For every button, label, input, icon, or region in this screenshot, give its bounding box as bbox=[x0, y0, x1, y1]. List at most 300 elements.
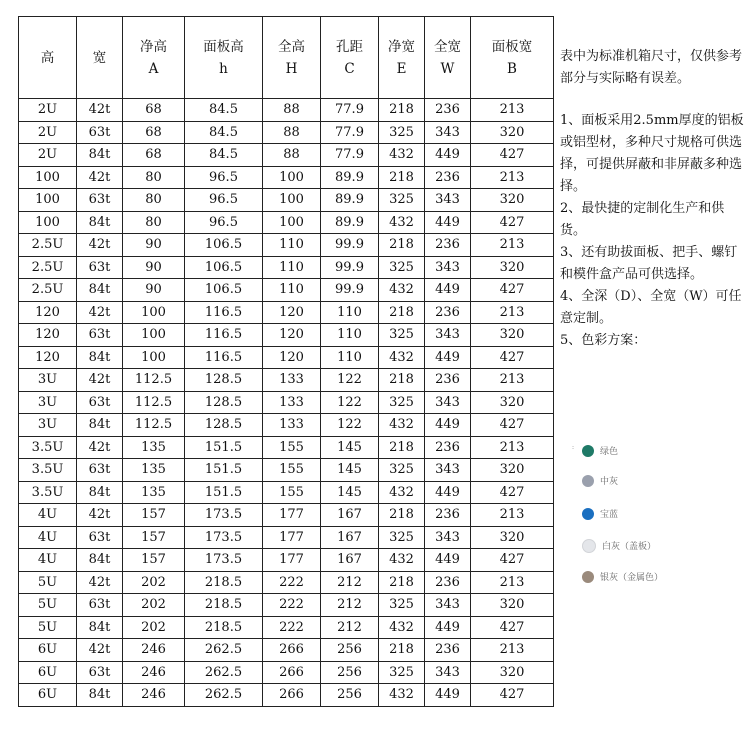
table-cell: 100 bbox=[263, 166, 321, 189]
table-cell: 432 bbox=[379, 616, 425, 639]
table-row bbox=[19, 504, 554, 527]
table-cell: 3.5U bbox=[19, 459, 77, 482]
table-cell: 133 bbox=[263, 414, 321, 437]
table-cell: 42t bbox=[77, 639, 123, 662]
table-cell: 88 bbox=[263, 121, 321, 144]
table-cell: 42t bbox=[77, 504, 123, 527]
table-cell: 213 bbox=[471, 436, 554, 459]
table-cell: 100 bbox=[19, 211, 77, 234]
table-cell: 157 bbox=[123, 504, 185, 527]
table-cell: 222 bbox=[263, 571, 321, 594]
table-cell: 63t bbox=[77, 594, 123, 617]
color-palette bbox=[562, 432, 682, 592]
table-cell: 112.5 bbox=[123, 414, 185, 437]
table-cell: 157 bbox=[123, 526, 185, 549]
table-cell: 120 bbox=[19, 301, 77, 324]
table-cell: 177 bbox=[263, 549, 321, 572]
table-cell: 3.5U bbox=[19, 481, 77, 504]
table-cell: 427 bbox=[471, 616, 554, 639]
table-cell: 449 bbox=[425, 211, 471, 234]
table-cell: 449 bbox=[425, 346, 471, 369]
table-cell: 3U bbox=[19, 369, 77, 392]
table-cell: 63t bbox=[77, 256, 123, 279]
table-cell: 151.5 bbox=[185, 436, 263, 459]
table-cell: 68 bbox=[123, 121, 185, 144]
table-cell: 343 bbox=[425, 256, 471, 279]
table-cell: 320 bbox=[471, 391, 554, 414]
table-cell: 100 bbox=[123, 324, 185, 347]
table-cell: 325 bbox=[379, 594, 425, 617]
table-cell: 77.9 bbox=[321, 121, 379, 144]
table-row bbox=[19, 211, 554, 234]
table-cell: 135 bbox=[123, 459, 185, 482]
table-cell: 99.9 bbox=[321, 279, 379, 302]
table-cell: 99.9 bbox=[321, 256, 379, 279]
table-cell: 449 bbox=[425, 279, 471, 302]
table-cell: 77.9 bbox=[321, 144, 379, 167]
table-cell: 236 bbox=[425, 99, 471, 122]
column-header bbox=[379, 17, 425, 99]
table-cell: 96.5 bbox=[185, 189, 263, 212]
table-cell: 218 bbox=[379, 639, 425, 662]
table-cell: 120 bbox=[19, 324, 77, 347]
column-header-label: 面板宽 bbox=[491, 38, 533, 55]
table-cell: 84t bbox=[77, 616, 123, 639]
table-cell: 432 bbox=[379, 279, 425, 302]
table-cell: 325 bbox=[379, 324, 425, 347]
table-cell: 42t bbox=[77, 99, 123, 122]
table-cell: 84t bbox=[77, 414, 123, 437]
table-row bbox=[19, 189, 554, 212]
table-cell: 449 bbox=[425, 481, 471, 504]
note-item-4: 4、全深（D）、全宽（W）可任意定制。 bbox=[560, 289, 742, 326]
table-cell: 218 bbox=[379, 571, 425, 594]
table-row bbox=[19, 639, 554, 662]
table-cell: 427 bbox=[471, 144, 554, 167]
table-cell: 343 bbox=[425, 391, 471, 414]
table-cell: 427 bbox=[471, 549, 554, 572]
table-cell: 120 bbox=[263, 301, 321, 324]
column-header bbox=[263, 17, 321, 99]
swatch-silver-gray bbox=[582, 566, 692, 584]
table-cell: 343 bbox=[425, 189, 471, 212]
column-header-label: 面板高 bbox=[203, 38, 244, 55]
table-cell: 151.5 bbox=[185, 481, 263, 504]
table-cell: 320 bbox=[471, 594, 554, 617]
column-header-symbol: H bbox=[285, 60, 298, 77]
table-cell: 63t bbox=[77, 391, 123, 414]
table-cell: 100 bbox=[19, 166, 77, 189]
table-cell: 63t bbox=[77, 324, 123, 347]
table-row bbox=[19, 616, 554, 639]
table-cell: 2U bbox=[19, 121, 77, 144]
table-cell: 100 bbox=[19, 189, 77, 212]
table-cell: 236 bbox=[425, 234, 471, 257]
table-row bbox=[19, 594, 554, 617]
table-cell: 3U bbox=[19, 414, 77, 437]
table-cell: 155 bbox=[263, 436, 321, 459]
table-cell: 3.5U bbox=[19, 436, 77, 459]
column-header bbox=[425, 17, 471, 99]
column-header-symbol: E bbox=[396, 60, 407, 77]
table-cell: 133 bbox=[263, 391, 321, 414]
table-cell: 325 bbox=[379, 391, 425, 414]
swatch-label: 宝蓝 bbox=[600, 510, 619, 520]
table-cell: 449 bbox=[425, 549, 471, 572]
table-cell: 68 bbox=[123, 99, 185, 122]
table-cell: 84.5 bbox=[185, 144, 263, 167]
table-cell: 177 bbox=[263, 526, 321, 549]
table-cell: 84.5 bbox=[185, 121, 263, 144]
table-cell: 449 bbox=[425, 616, 471, 639]
table-cell: 84t bbox=[77, 279, 123, 302]
table-cell: 218 bbox=[379, 504, 425, 527]
table-cell: 110 bbox=[321, 346, 379, 369]
table-cell: 106.5 bbox=[185, 234, 263, 257]
table-cell: 116.5 bbox=[185, 346, 263, 369]
column-header-symbol: B bbox=[507, 60, 517, 77]
table-cell: 427 bbox=[471, 684, 554, 707]
table-cell: 84t bbox=[77, 549, 123, 572]
table-cell: 42t bbox=[77, 369, 123, 392]
table-cell: 325 bbox=[379, 526, 425, 549]
table-cell: 110 bbox=[263, 256, 321, 279]
table-cell: 449 bbox=[425, 684, 471, 707]
table-cell: 4U bbox=[19, 549, 77, 572]
table-cell: 120 bbox=[263, 346, 321, 369]
column-header bbox=[19, 17, 77, 99]
column-header-symbol: h bbox=[219, 60, 228, 77]
column-header-label: 全宽 bbox=[434, 38, 461, 55]
table-cell: 246 bbox=[123, 639, 185, 662]
palette-marker: : bbox=[572, 444, 575, 451]
table-cell: 68 bbox=[123, 144, 185, 167]
table-cell: 213 bbox=[471, 99, 554, 122]
table-row bbox=[19, 301, 554, 324]
table-cell: 212 bbox=[321, 616, 379, 639]
color-dot-icon bbox=[582, 508, 594, 520]
table-row bbox=[19, 459, 554, 482]
column-header-label: 净宽 bbox=[388, 38, 415, 55]
table-cell: 218 bbox=[379, 166, 425, 189]
table-cell: 122 bbox=[321, 414, 379, 437]
color-dot-icon bbox=[582, 571, 594, 583]
table-cell: 325 bbox=[379, 256, 425, 279]
notes-intro: 表中为标准机箱尺寸，仅供参考部分与实际略有误差。 bbox=[560, 49, 743, 86]
table-cell: 167 bbox=[321, 549, 379, 572]
table-cell: 42t bbox=[77, 234, 123, 257]
table-cell: 120 bbox=[19, 346, 77, 369]
swatch-green bbox=[582, 440, 692, 458]
column-header bbox=[77, 17, 123, 99]
table-cell: 325 bbox=[379, 459, 425, 482]
table-row bbox=[19, 234, 554, 257]
table-cell: 320 bbox=[471, 189, 554, 212]
table-cell: 173.5 bbox=[185, 526, 263, 549]
table-cell: 427 bbox=[471, 211, 554, 234]
table-cell: 63t bbox=[77, 661, 123, 684]
table-cell: 112.5 bbox=[123, 391, 185, 414]
table-cell: 262.5 bbox=[185, 661, 263, 684]
table-cell: 106.5 bbox=[185, 256, 263, 279]
table-cell: 213 bbox=[471, 369, 554, 392]
table-cell: 80 bbox=[123, 189, 185, 212]
table-cell: 343 bbox=[425, 459, 471, 482]
table-cell: 325 bbox=[379, 661, 425, 684]
table-cell: 432 bbox=[379, 481, 425, 504]
table-cell: 90 bbox=[123, 279, 185, 302]
table-cell: 167 bbox=[321, 526, 379, 549]
table-cell: 128.5 bbox=[185, 369, 263, 392]
table-cell: 110 bbox=[321, 324, 379, 347]
table-cell: 343 bbox=[425, 661, 471, 684]
table-cell: 449 bbox=[425, 414, 471, 437]
table-row bbox=[19, 414, 554, 437]
table-row bbox=[19, 481, 554, 504]
table-cell: 213 bbox=[471, 639, 554, 662]
table-cell: 84t bbox=[77, 144, 123, 167]
column-header-label: 全高 bbox=[278, 38, 305, 55]
table-cell: 63t bbox=[77, 121, 123, 144]
table-cell: 155 bbox=[263, 459, 321, 482]
table-cell: 89.9 bbox=[321, 189, 379, 212]
column-header-symbol: W bbox=[440, 60, 455, 77]
table-row bbox=[19, 684, 554, 707]
table-cell: 89.9 bbox=[321, 166, 379, 189]
table-cell: 155 bbox=[263, 481, 321, 504]
table-cell: 135 bbox=[123, 436, 185, 459]
table-cell: 90 bbox=[123, 256, 185, 279]
table-cell: 145 bbox=[321, 459, 379, 482]
note-item-5: 5、色彩方案： bbox=[560, 333, 647, 348]
table-cell: 80 bbox=[123, 211, 185, 234]
table-cell: 432 bbox=[379, 211, 425, 234]
column-header-label: 孔距 bbox=[336, 38, 363, 55]
table-cell: 173.5 bbox=[185, 549, 263, 572]
table-cell: 84t bbox=[77, 211, 123, 234]
swatch-label: 白灰（盖板） bbox=[602, 542, 657, 552]
color-dot-icon bbox=[582, 475, 594, 487]
table-cell: 262.5 bbox=[185, 684, 263, 707]
table-row bbox=[19, 526, 554, 549]
table-cell: 427 bbox=[471, 346, 554, 369]
table-cell: 213 bbox=[471, 301, 554, 324]
table-cell: 236 bbox=[425, 504, 471, 527]
table-cell: 427 bbox=[471, 481, 554, 504]
table-cell: 325 bbox=[379, 189, 425, 212]
notes-panel bbox=[560, 46, 750, 352]
table-cell: 4U bbox=[19, 526, 77, 549]
table-cell: 122 bbox=[321, 391, 379, 414]
table-cell: 2.5U bbox=[19, 279, 77, 302]
table-cell: 5U bbox=[19, 571, 77, 594]
table-cell: 256 bbox=[321, 684, 379, 707]
table-row bbox=[19, 166, 554, 189]
column-header bbox=[123, 17, 185, 99]
table-cell: 6U bbox=[19, 661, 77, 684]
swatch-royal-blue bbox=[582, 503, 692, 521]
table-cell: 63t bbox=[77, 459, 123, 482]
table-cell: 99.9 bbox=[321, 234, 379, 257]
swatch-label: 银灰（金属色） bbox=[600, 573, 664, 583]
table-cell: 3U bbox=[19, 391, 77, 414]
table-cell: 96.5 bbox=[185, 211, 263, 234]
table-row bbox=[19, 346, 554, 369]
swatch-label: 绿色 bbox=[600, 447, 619, 457]
table-row bbox=[19, 279, 554, 302]
table-cell: 320 bbox=[471, 256, 554, 279]
table-cell: 427 bbox=[471, 279, 554, 302]
table-cell: 167 bbox=[321, 504, 379, 527]
note-item-1: 1、面板采用2.5mm厚度的铝板或铝型材，多种尺寸规格可供选择，可提供屏蔽和非屏蔽多种选择。 bbox=[560, 113, 744, 194]
column-header bbox=[185, 17, 263, 99]
table-cell: 42t bbox=[77, 436, 123, 459]
table-cell: 236 bbox=[425, 301, 471, 324]
table-cell: 218 bbox=[379, 301, 425, 324]
note-item-2: 2、最快捷的定制化生产和供货。 bbox=[560, 201, 725, 238]
table-cell: 77.9 bbox=[321, 99, 379, 122]
table-cell: 266 bbox=[263, 661, 321, 684]
table-cell: 100 bbox=[123, 346, 185, 369]
table-row bbox=[19, 369, 554, 392]
column-header-symbol: C bbox=[344, 60, 355, 77]
table-cell: 100 bbox=[263, 189, 321, 212]
table-cell: 432 bbox=[379, 144, 425, 167]
table-cell: 135 bbox=[123, 481, 185, 504]
table-cell: 427 bbox=[471, 414, 554, 437]
table-cell: 96.5 bbox=[185, 166, 263, 189]
note-item-3: 3、还有助拔面板、把手、螺钉和模件盒产品可供选择。 bbox=[560, 245, 738, 282]
table-cell: 218 bbox=[379, 369, 425, 392]
table-cell: 320 bbox=[471, 661, 554, 684]
table-cell: 100 bbox=[123, 301, 185, 324]
table-cell: 89.9 bbox=[321, 211, 379, 234]
table-cell: 222 bbox=[263, 594, 321, 617]
swatch-white-gray bbox=[582, 535, 692, 553]
table-cell: 325 bbox=[379, 121, 425, 144]
table-cell: 110 bbox=[321, 301, 379, 324]
column-header bbox=[471, 17, 554, 99]
spec-table bbox=[18, 16, 554, 707]
table-cell: 212 bbox=[321, 594, 379, 617]
table-cell: 343 bbox=[425, 526, 471, 549]
color-dot-icon bbox=[582, 445, 594, 457]
table-row bbox=[19, 391, 554, 414]
table-cell: 236 bbox=[425, 639, 471, 662]
table-row bbox=[19, 256, 554, 279]
column-header bbox=[321, 17, 379, 99]
table-cell: 88 bbox=[263, 99, 321, 122]
table-cell: 343 bbox=[425, 594, 471, 617]
table-row bbox=[19, 571, 554, 594]
table-cell: 246 bbox=[123, 661, 185, 684]
table-cell: 218 bbox=[379, 436, 425, 459]
column-header-label: 高 bbox=[40, 49, 55, 66]
table-cell: 122 bbox=[321, 369, 379, 392]
swatch-label: 中灰 bbox=[600, 477, 619, 487]
table-cell: 84t bbox=[77, 346, 123, 369]
table-cell: 120 bbox=[263, 324, 321, 347]
table-cell: 320 bbox=[471, 526, 554, 549]
table-cell: 84.5 bbox=[185, 99, 263, 122]
table-cell: 177 bbox=[263, 504, 321, 527]
table-cell: 5U bbox=[19, 616, 77, 639]
table-cell: 246 bbox=[123, 684, 185, 707]
table-cell: 5U bbox=[19, 594, 77, 617]
table-cell: 222 bbox=[263, 616, 321, 639]
table-cell: 145 bbox=[321, 436, 379, 459]
table-cell: 2U bbox=[19, 144, 77, 167]
table-cell: 202 bbox=[123, 594, 185, 617]
table-cell: 42t bbox=[77, 571, 123, 594]
table-cell: 63t bbox=[77, 189, 123, 212]
table-cell: 2.5U bbox=[19, 256, 77, 279]
table-cell: 256 bbox=[321, 661, 379, 684]
table-cell: 133 bbox=[263, 369, 321, 392]
table-cell: 116.5 bbox=[185, 301, 263, 324]
table-cell: 2.5U bbox=[19, 234, 77, 257]
table-row bbox=[19, 144, 554, 167]
table-cell: 112.5 bbox=[123, 369, 185, 392]
table-cell: 218.5 bbox=[185, 571, 263, 594]
table-cell: 262.5 bbox=[185, 639, 263, 662]
table-cell: 320 bbox=[471, 121, 554, 144]
table-row bbox=[19, 549, 554, 572]
table-cell: 173.5 bbox=[185, 504, 263, 527]
table-cell: 213 bbox=[471, 166, 554, 189]
column-header-label: 宽 bbox=[92, 49, 107, 66]
table-cell: 432 bbox=[379, 684, 425, 707]
table-cell: 128.5 bbox=[185, 414, 263, 437]
table-cell: 213 bbox=[471, 504, 554, 527]
table-cell: 213 bbox=[471, 234, 554, 257]
table-cell: 2U bbox=[19, 99, 77, 122]
table-row bbox=[19, 99, 554, 122]
table-cell: 202 bbox=[123, 616, 185, 639]
table-row bbox=[19, 324, 554, 347]
table-cell: 236 bbox=[425, 571, 471, 594]
table-cell: 432 bbox=[379, 346, 425, 369]
table-cell: 106.5 bbox=[185, 279, 263, 302]
table-row bbox=[19, 436, 554, 459]
table-cell: 157 bbox=[123, 549, 185, 572]
table-cell: 266 bbox=[263, 639, 321, 662]
swatch-mid-gray bbox=[582, 470, 692, 488]
table-cell: 343 bbox=[425, 121, 471, 144]
table-cell: 202 bbox=[123, 571, 185, 594]
table-cell: 320 bbox=[471, 324, 554, 347]
table-row bbox=[19, 121, 554, 144]
table-cell: 218.5 bbox=[185, 594, 263, 617]
table-cell: 6U bbox=[19, 684, 77, 707]
table-cell: 266 bbox=[263, 684, 321, 707]
table-cell: 80 bbox=[123, 166, 185, 189]
table-row bbox=[19, 661, 554, 684]
table-cell: 90 bbox=[123, 234, 185, 257]
table-cell: 212 bbox=[321, 571, 379, 594]
table-cell: 236 bbox=[425, 166, 471, 189]
table-cell: 88 bbox=[263, 144, 321, 167]
table-header-row bbox=[19, 17, 554, 99]
table-cell: 116.5 bbox=[185, 324, 263, 347]
table-cell: 110 bbox=[263, 234, 321, 257]
table-cell: 343 bbox=[425, 324, 471, 347]
table-cell: 151.5 bbox=[185, 459, 263, 482]
table-cell: 100 bbox=[263, 211, 321, 234]
table-cell: 213 bbox=[471, 571, 554, 594]
column-header-label: 净高 bbox=[140, 38, 167, 55]
table-cell: 63t bbox=[77, 526, 123, 549]
